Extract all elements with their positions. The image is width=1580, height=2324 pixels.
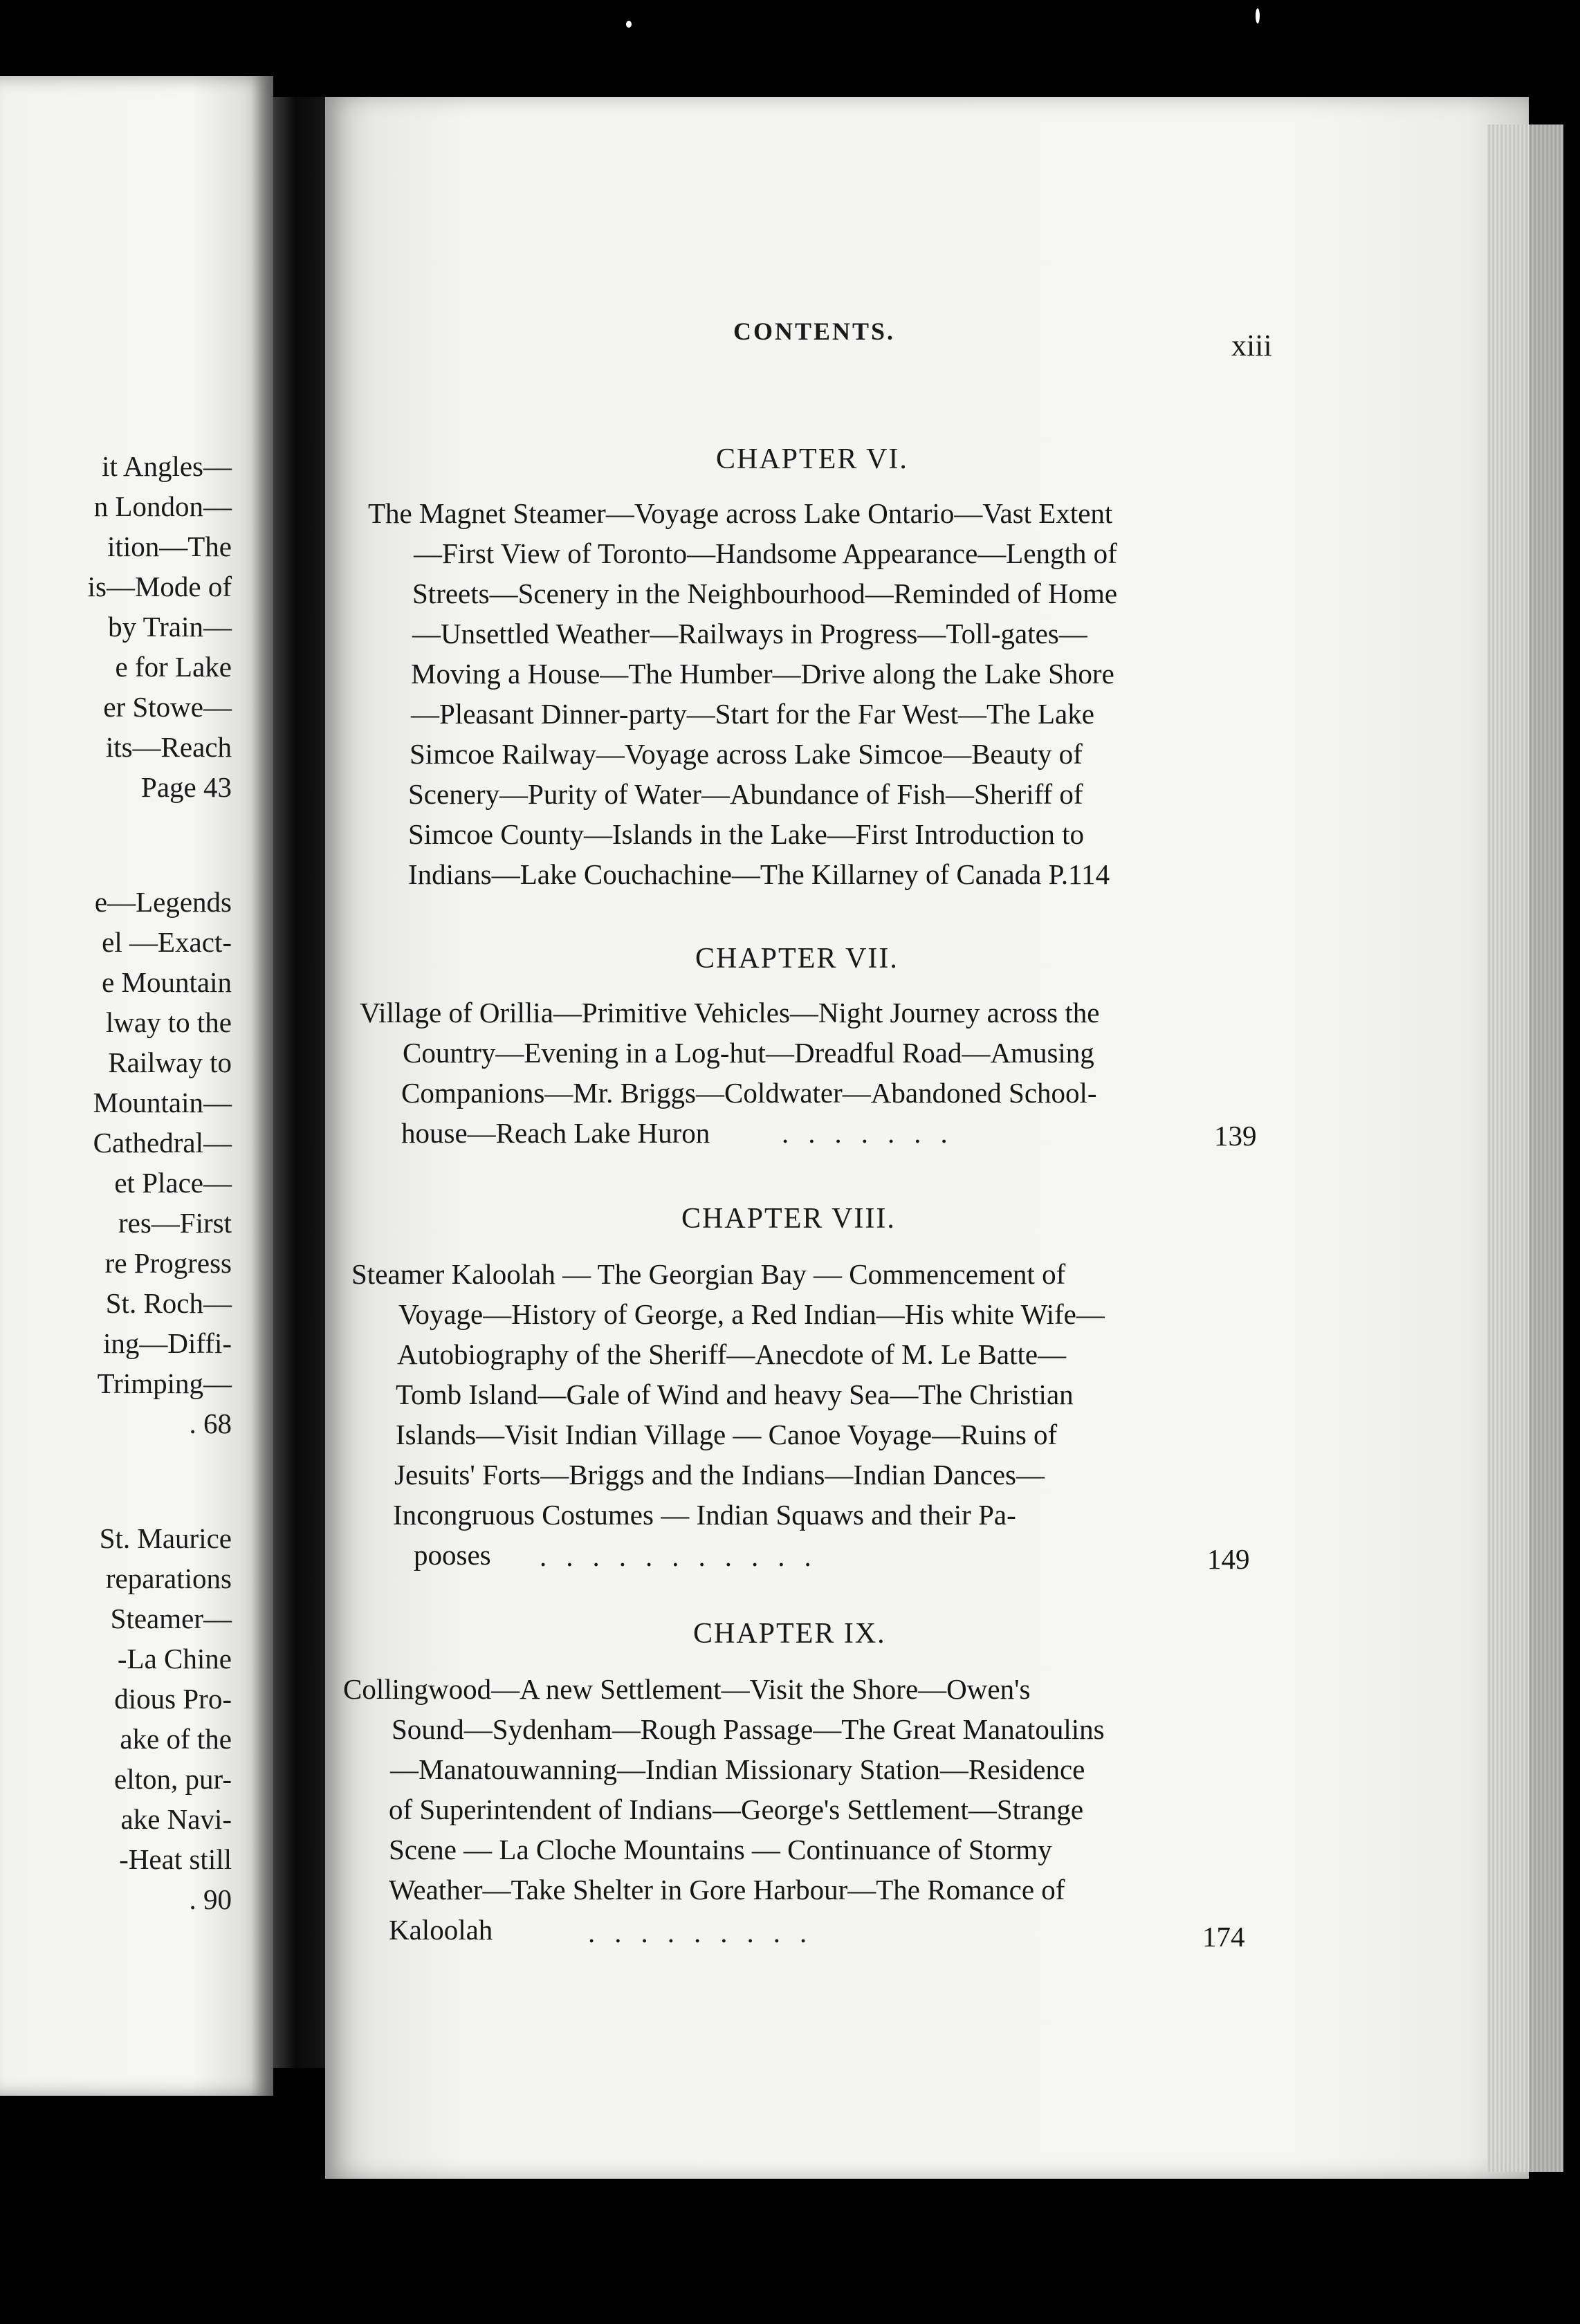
contents-line: Steamer Kaloolah — The Georgian Bay — Commencement of [351, 1258, 1066, 1290]
contents-line: Village of Orillia—Primitive Vehicles—Night Journey across the [360, 997, 1100, 1029]
contents-line: Kaloolah [389, 1914, 493, 1946]
left-page-line: Cathedral— [93, 1127, 232, 1159]
scan-speck [626, 21, 632, 28]
left-page-line: er Stowe— [103, 691, 232, 723]
left-page-line: elton, pur- [114, 1763, 232, 1795]
contents-line: Scenery—Purity of Water—Abundance of Fish—Sheriff of [408, 778, 1083, 810]
left-page-line: it Angles— [102, 450, 232, 482]
left-page-line: ing—Diffi- [102, 1327, 232, 1359]
left-page-line: ition—The [107, 531, 232, 562]
contents-page-ref: 139 [1214, 1120, 1257, 1152]
contents-line: Voyage—History of George, a Red Indian—His white Wife— [398, 1298, 1105, 1330]
contents-line: Simcoe Railway—Voyage across Lake Simcoe—Beauty of [410, 738, 1083, 770]
left-page-line: ake Navi- [120, 1803, 232, 1835]
scan-speck [1256, 8, 1260, 24]
contents-line: Sound—Sydenham—Rough Passage—The Great Manatoulins [392, 1713, 1105, 1745]
left-page-line: St. Maurice [99, 1522, 232, 1554]
contents-line: Scene — La Cloche Mountains — Continuance of Stormy [389, 1834, 1052, 1865]
chapter-title: CHAPTER VI. [716, 443, 908, 475]
left-page-line: re Progress [104, 1247, 232, 1279]
contents-line: —First View of Toronto—Handsome Appearance—Length of [414, 537, 1117, 569]
chapter-title: CHAPTER VII. [695, 943, 899, 975]
contents-line: Tomb Island—Gale of Wind and heavy Sea—The Christian [396, 1378, 1074, 1410]
left-page [0, 76, 273, 2096]
left-page-line: Railway to [108, 1046, 232, 1078]
contents-line: —Unsettled Weather—Railways in Progress—Toll-gates— [412, 618, 1087, 649]
contents-line: —Pleasant Dinner-party—Start for the Far West—The Lake [411, 698, 1094, 730]
left-page-line: Mountain— [93, 1087, 232, 1118]
left-page-line: -Heat still [119, 1843, 232, 1875]
leader-dots: ......... [588, 1917, 827, 1948]
left-page-line: et Place— [114, 1167, 232, 1199]
left-page-line: is—Mode of [87, 571, 232, 602]
contents-line: house—Reach Lake Huron [401, 1117, 710, 1149]
contents-line: Companions—Mr. Briggs—Coldwater—Abandoned School- [401, 1077, 1097, 1109]
chapter-title: CHAPTER IX. [693, 1618, 886, 1650]
page-edges [1487, 124, 1563, 2172]
left-page-line: Trimping— [97, 1367, 232, 1399]
left-page-line: el —Exact- [102, 926, 232, 958]
left-page-line: n London— [93, 490, 232, 522]
left-page-line: its—Reach [105, 731, 232, 763]
contents-line: Streets—Scenery in the Neighbourhood—Reminded of Home [412, 578, 1118, 609]
left-page-line: . 68 [189, 1408, 232, 1439]
contents-line: Autobiography of the Sheriff—Anecdote of M. Le Batte— [397, 1338, 1067, 1370]
left-page-line: e Mountain [102, 966, 232, 998]
left-page-line: e for Lake [115, 651, 232, 683]
left-page-line: Page 43 [141, 771, 232, 803]
left-page-line: by Train— [108, 611, 232, 643]
chapter-title: CHAPTER VIII. [681, 1203, 896, 1235]
contents-line: Moving a House—The Humber—Drive along the Lake Shore [411, 658, 1114, 690]
contents-line: Incongruous Costumes — Indian Squaws and their Pa- [393, 1499, 1016, 1531]
contents-page-ref: 149 [1207, 1543, 1250, 1575]
left-page-line: dious Pro- [114, 1683, 232, 1715]
contents-line: Indians—Lake Couchachine—The Killarney of Canada P.114 [408, 858, 1110, 890]
contents-line: Country—Evening in a Log-hut—Dreadful Road—Amusing [403, 1037, 1094, 1069]
contents-line: Islands—Visit Indian Village — Canoe Voyage—Ruins of [396, 1419, 1058, 1450]
contents-line: Weather—Take Shelter in Gore Harbour—The Romance of [389, 1874, 1065, 1906]
contents-line: Jesuits' Forts—Briggs and the Indians—Indian Dances— [394, 1459, 1045, 1491]
left-page-line: res—First [118, 1207, 232, 1239]
book-gutter [273, 97, 329, 2068]
running-title: CONTENTS. [733, 317, 896, 345]
contents-line: Collingwood—A new Settlement—Visit the Shore—Owen's [343, 1673, 1031, 1705]
leader-dots: ....... [782, 1117, 967, 1149]
contents-line: —Manatouwanning—Indian Missionary Station—Residence [390, 1753, 1085, 1785]
left-page-line: St. Roch— [105, 1287, 232, 1319]
left-page-line: reparations [105, 1562, 232, 1594]
left-page-line: ake of the [120, 1723, 232, 1755]
contents-line: Simcoe County—Islands in the Lake—First Introduction to [408, 818, 1085, 850]
left-page-line: Steamer— [110, 1603, 232, 1634]
contents-line: pooses [414, 1539, 491, 1571]
left-page-line: lway to the [105, 1006, 232, 1038]
contents-line: of Superintendent of Indians—George's Settlement—Strange [389, 1793, 1084, 1825]
left-page-line: e—Legends [94, 886, 232, 918]
left-page-line: . 90 [189, 1883, 232, 1915]
page-number: xiii [1231, 329, 1272, 362]
contents-page-ref: 174 [1202, 1921, 1245, 1953]
contents-line: The Magnet Steamer—Voyage across Lake Ontario—Vast Extent [368, 497, 1113, 529]
left-page-line: -La Chine [117, 1643, 232, 1675]
leader-dots: ........... [540, 1540, 831, 1572]
